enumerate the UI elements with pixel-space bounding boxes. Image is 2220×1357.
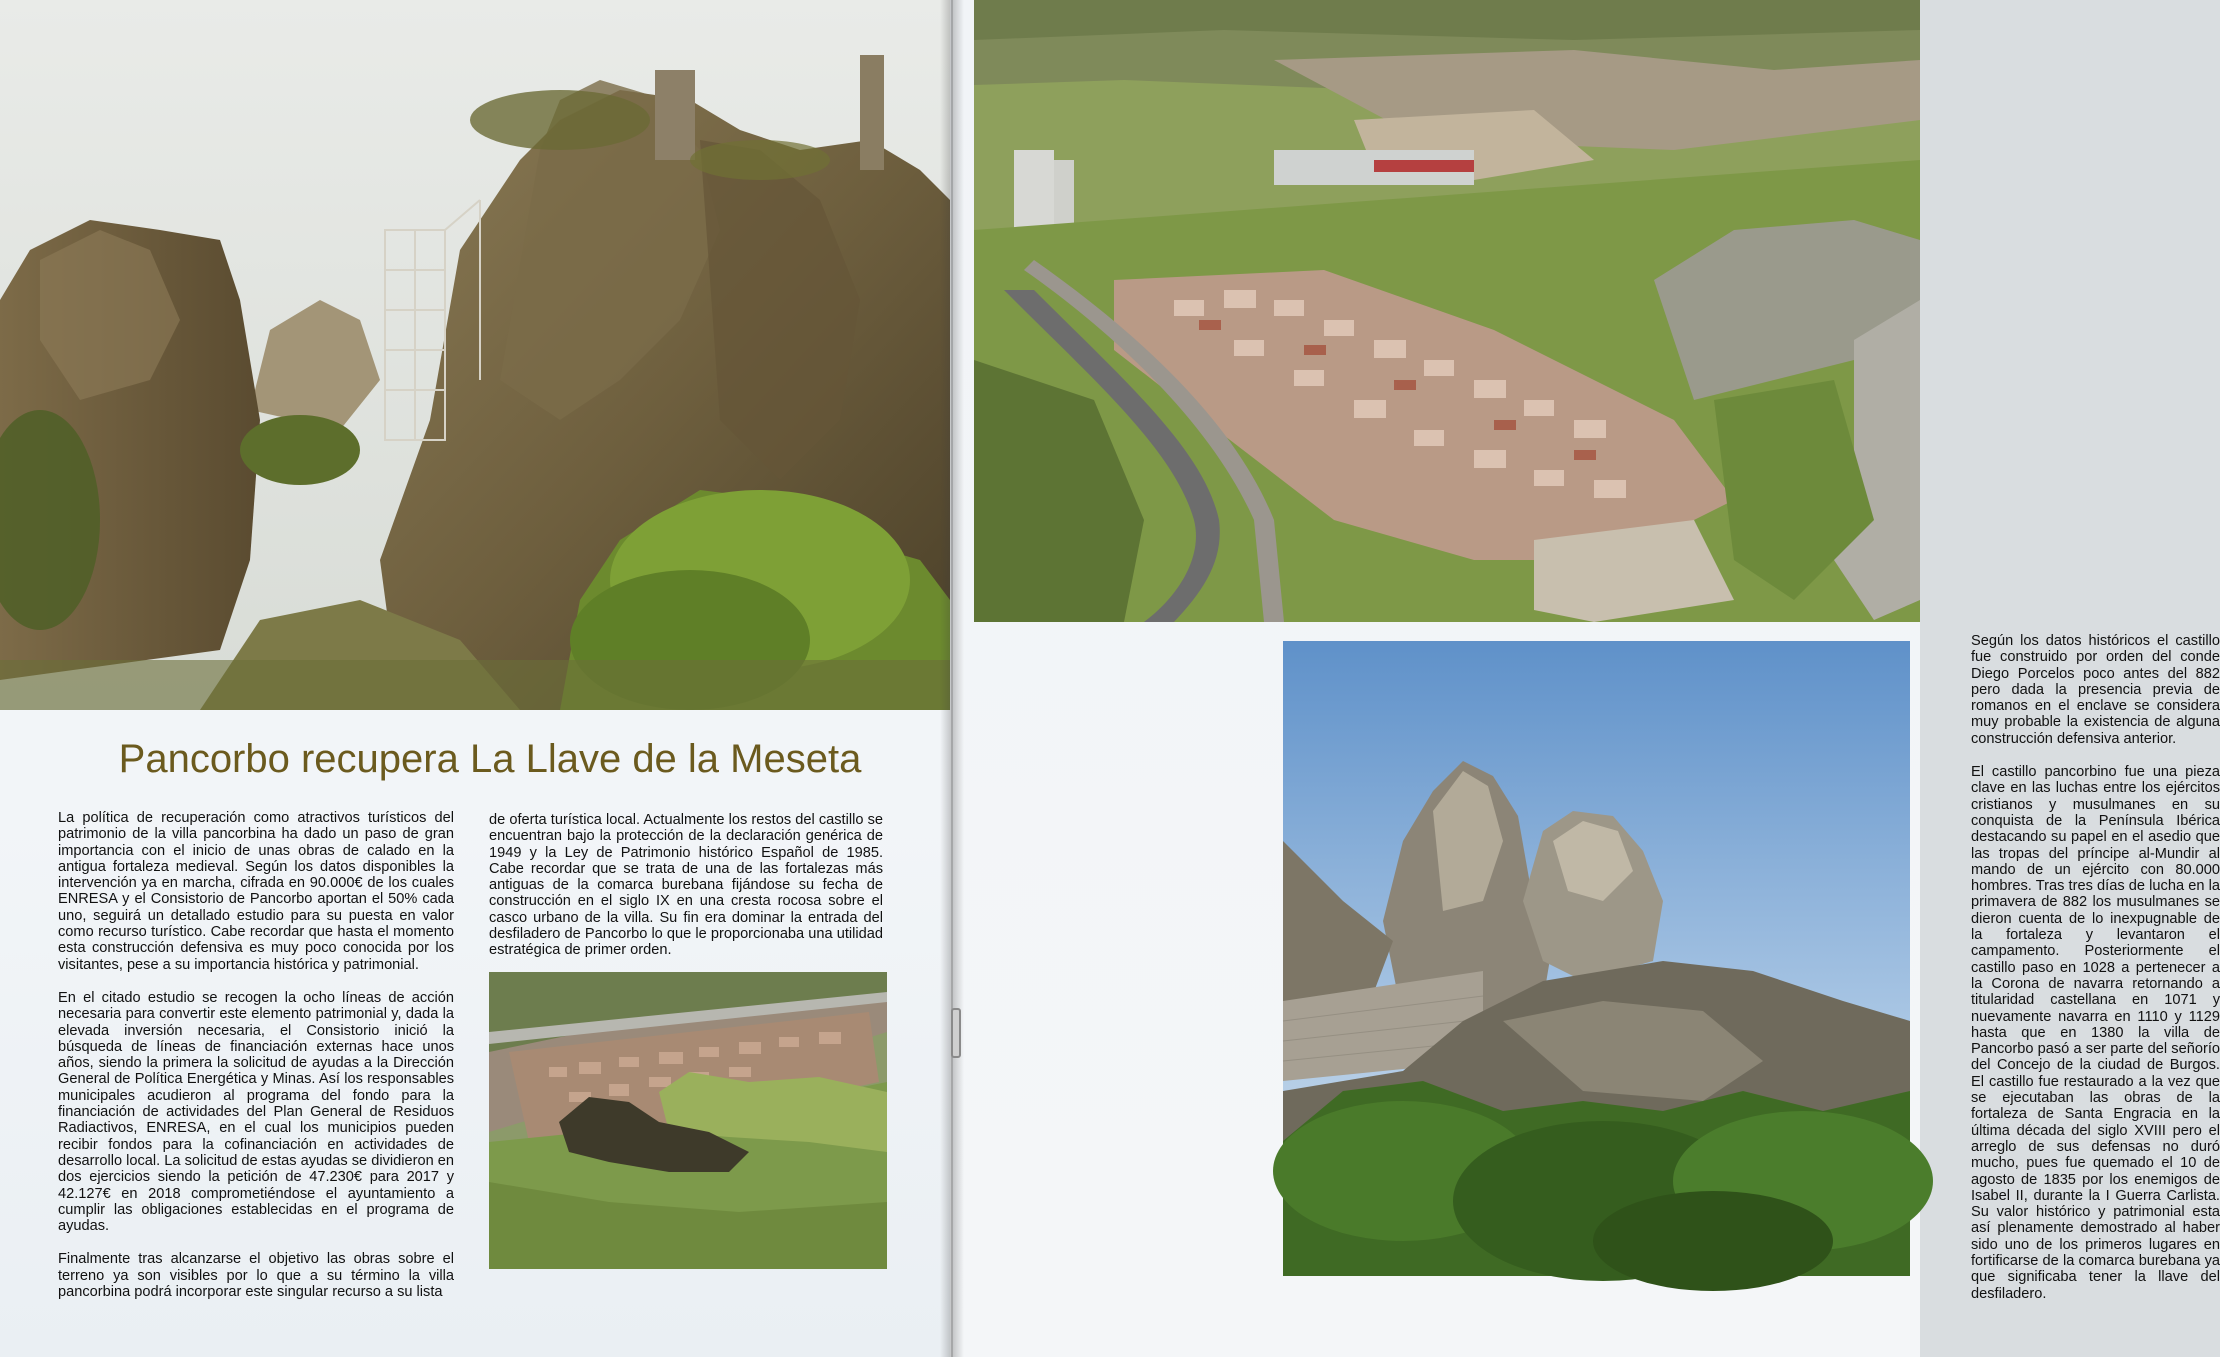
article-column-3 [1971, 633, 2220, 1319]
paragraph: Según los datos históricos el castillo fue construido por orden del conde Diego Porcelos poco antes del 882 pero dada la presencia previa de romanos en el enclave se considera muy probable la existencia de alguna construcción defensiva anterior. [1971, 633, 2220, 747]
paragraph: de oferta turística local. Actualmente los restos del castillo se encuentran bajo la protección de la declaración genérica de 1949 y la Ley de Patrimonio histórico Español de 1985. Cabe recordar que se trata de una de las fortalezas más antiguas de la comarca burebana fijándose su fecha de construcción en el siglo IX en una cresta rocosa sobre el casco urbano de la villa. Su fin era dominar la entrada del desfiladero de Pancorbo lo que le proporcionaba una utilidad estratégica de primer orden. [489, 812, 883, 959]
castle-ruins-photo [0, 0, 950, 710]
paragraph: El castillo pancorbino fue una pieza clave en las luchas entre los ejércitos cristianos y musulmanes en su conquista de la Península Ibérica destacando su papel en el asedio que las tropas del príncipe al-Mundir al mando de un ejército con 80.000 hombres. Tras tres días de lucha en la primavera de 882 los musulmanes se dieron cuenta de lo inexpugnable de la fortaleza y levantaron el campamento. Posteriormente el castillo paso en 1028 a pertenecer a la Corona de navarra retornando a titularidad castellana en 1071 y nuevamente navarra en 1110 y 1129 hasta que en 1380 la villa de Pancorbo pasó a ser parte del señorío del Concejo de la ciudad de Burgos. El castillo fue restaurado a la vez que se ejecutaban las obras de la fortaleza de Santa Engracia en la última década del siglo XVIII pero el arreglo de sus defensas no duró mucho, pues fue quemado el 10 de agosto de 1835 por los enemigos de Isabel II, durante la I Guerra Carlista. Su valor histórico y patrimonial esta así plenamente demostrado al haber sido uno de los primeros lugares en fortificarse de la comarca burebana ya que significaba tener la llave del desfiladero. [1971, 764, 2220, 1302]
staple [951, 1008, 961, 1058]
aerial-town-photo [489, 972, 887, 1269]
page-spine [940, 0, 964, 1357]
paragraph: Finalmente tras alcanzarse el objetivo las obras sobre el terreno ya son visibles por lo que a su término la villa pancorbina podrá incorporar este singular recurso a su lista [58, 1251, 454, 1301]
article-column-1 [58, 810, 454, 1317]
article-title: Pancorbo recupera La Llave de la Meseta [118, 737, 862, 781]
right-page [950, 0, 2220, 1357]
article-column-2 [489, 812, 883, 976]
aerial-valley-photo [974, 0, 1920, 622]
paragraph: La política de recuperación como atractivos turísticos del patrimonio de la villa pancorbina ha dado un paso de gran importancia con el inicio de unas obras de calado en la antigua fortaleza medieval. Según los datos disponibles la intervención ya en marcha, cifrada en 90.000€ de los cuales ENRESA y el Consistorio de Pancorbo aportan el 50% cada uno, seguirá un detallado estudio para su puesta en valor como recurso turístico. Cabe recordar que hasta el momento esta construcción defensiva es muy poco conocida por los visitantes, pese a su importancia histórica y patrimonial. [58, 810, 454, 973]
left-page [0, 0, 950, 1357]
paragraph: En el citado estudio se recogen la ocho líneas de acción necesaria para convertir este elemento patrimonial y, dada la elevada inversión necesaria, el Consistorio inició la búsqueda de líneas de financiación externas hace unos años, siendo la primera la solicitud de ayudas a la Dirección General de Política Energética y Minas. Así los responsables municipales acudieron al programa del fondo para la financiación de actividades del Plan General de Residuos Radiactivos, ENRESA, en el cual los municipios pueden recibir fondos para la cofinanciación en actividades de desarrollo local. La solicitud de estas ayudas se dividieron en dos ejercicios siendo la petición de 47.230€ para 2017 y 42.127€ en 2018 comprometiéndose el ayuntamiento a cumplir las obligaciones establecidas en el programa de ayudas. [58, 989, 454, 1235]
rock-formation-photo [1283, 641, 1910, 1276]
